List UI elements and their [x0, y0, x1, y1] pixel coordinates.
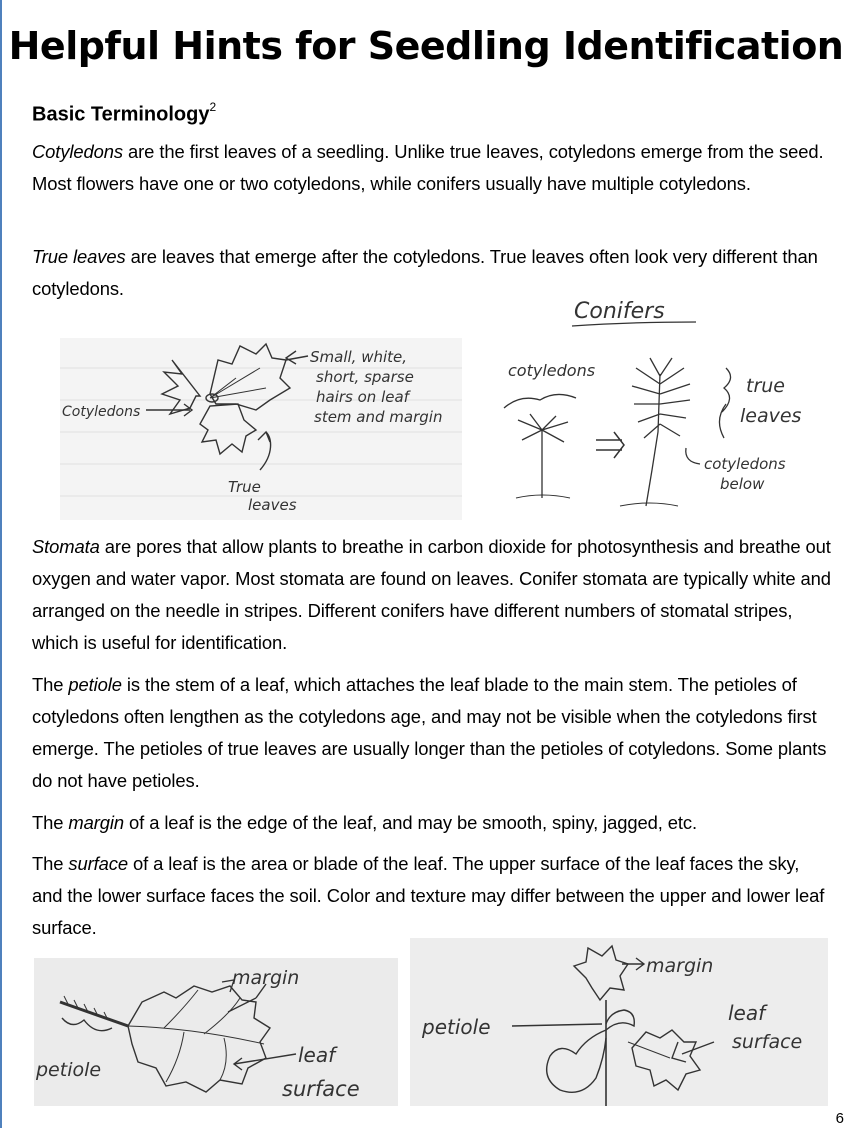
label-cotyledons-below-line2: below — [720, 475, 765, 493]
definition-cotyledons: are the first leaves of a seedling. Unlike true leaves, cotyledons emerge from the seed. Most flowers have one or two cotyledons, while conifers usually have multiple cotyledons. — [32, 141, 824, 194]
term-surface: surface — [68, 853, 129, 874]
label-right-surface: surface — [732, 1031, 803, 1053]
label-hairs-line1: Small, white, — [310, 348, 408, 366]
paragraph-surface — [32, 848, 832, 944]
label-hairs-line2: short, sparse — [316, 368, 414, 386]
conifers-title: Conifers — [574, 299, 665, 324]
label-conifer-true: true — [746, 375, 785, 397]
term-stomata: Stomata — [32, 536, 100, 557]
label-right-petiole: petiole — [422, 1015, 491, 1039]
prefix-surface: The — [32, 853, 69, 874]
label-right-margin: margin — [646, 955, 714, 977]
term-petiole: petiole — [68, 674, 122, 695]
true-leaf-lower-shape — [200, 404, 256, 454]
label-left-margin: margin — [232, 967, 300, 989]
label-left-leaf: leaf — [298, 1043, 336, 1067]
section-heading-text: Basic Terminology — [32, 103, 210, 126]
true-leaf-right-shape — [632, 1030, 700, 1090]
small-leaf-top-shape — [574, 946, 628, 1000]
leaf-parts-sketch-right — [410, 938, 828, 1106]
definition-true-leaves: are leaves that emerge after the cotyledons. True leaves often look very different than cotyledons. — [32, 246, 818, 299]
label-conifer-leaves: leaves — [740, 405, 802, 427]
label-cotyledons: Cotyledons — [62, 404, 141, 420]
label-hairs-line4: stem and margin — [314, 408, 443, 426]
label-hairs-line3: hairs on leaf — [316, 388, 409, 406]
seedling-sketch — [60, 338, 462, 520]
section-heading — [32, 102, 216, 127]
label-cotyledons-below-line1: cotyledons — [704, 455, 786, 473]
term-margin: margin — [68, 812, 125, 833]
label-conifer-cotyledons: cotyledons — [508, 361, 596, 380]
label-true-line1: True — [228, 478, 261, 496]
term-true-leaves: True leaves — [32, 246, 126, 267]
definition-petiole: is the stem of a leaf, which attaches the leaf blade to the main stem. The petioles of cotyledons often lengthen as the cotyledons age, and may not be visible when the cotyledons first emerge. The petioles of true leaves are usually longer than the petioles of cotyledons. Some plants do not have petioles. — [32, 674, 827, 791]
paragraph-margin — [32, 807, 832, 839]
leaf-parts-sketch-left — [34, 958, 398, 1106]
prefix-margin: The — [32, 812, 69, 833]
paragraph-stomata — [32, 531, 832, 659]
definition-margin: of a leaf is the edge of the leaf, and may be smooth, spiny, jagged, etc. — [124, 812, 697, 833]
paragraph-cotyledons — [32, 136, 832, 200]
seedling-cotyledon-stalk — [518, 414, 568, 498]
footnote-marker: 2 — [209, 100, 217, 114]
seedling-true-leaves-stalk — [632, 358, 690, 506]
page-edge-line — [0, 0, 2, 1128]
label-left-surface: surface — [282, 1077, 360, 1101]
term-cotyledons: Cotyledons — [32, 141, 124, 162]
conifers-sketch — [500, 292, 820, 520]
page-title: Helpful Hints for Seedling Identification — [8, 24, 844, 68]
label-true-line2: leaves — [248, 496, 297, 514]
label-right-leaf: leaf — [728, 1001, 766, 1025]
label-left-petiole: petiole — [36, 1059, 102, 1081]
paragraph-petiole — [32, 669, 832, 797]
page-number: 6 — [835, 1110, 844, 1127]
definition-stomata: are pores that allow plants to breathe in carbon dioxide for photosynthesis and breathe out oxygen and water vapor. Most stomata are found on leaves. Conifer stomata are typically white and arranged on the needle in stripes. Different conifers have different numbers of stomatal stripes, which is useful for identification. — [32, 536, 831, 653]
prefix-petiole: The — [32, 674, 69, 695]
definition-surface: of a leaf is the area or blade of the leaf. The upper surface of the leaf faces the sky, and the lower surface faces the soil. Color and texture may differ between the upper and lower leaf surface. — [32, 853, 825, 938]
